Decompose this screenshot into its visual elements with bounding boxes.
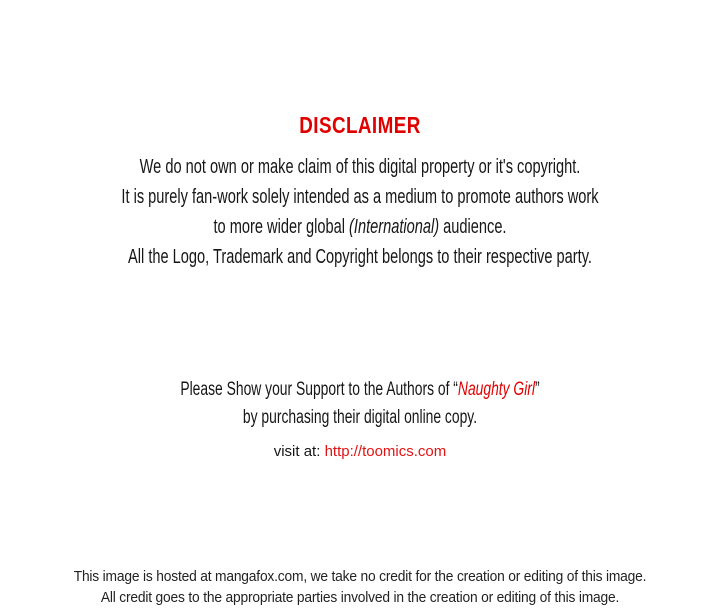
hosting-credit-line-1: This image is hosted at mangafox.com, we take no credit for the creation or editing of this image.: [73, 568, 647, 585]
toomics-link[interactable]: http://toomics.com: [324, 443, 447, 460]
support-line-1: [97, 376, 623, 404]
page-title: DISCLAIMER: [299, 112, 421, 138]
visit-line: [0, 442, 720, 462]
support-line-1-post: ”: [535, 379, 540, 400]
support-line-2: by purchasing their digital online copy.: [242, 407, 478, 428]
disclaimer-line-3-pre: to more wider global: [213, 216, 350, 238]
support-line-1-pre: Please Show your Support to the Authors of “: [180, 379, 458, 400]
series-title: Naughty Girl: [457, 379, 536, 400]
disclaimer-line-3: [97, 212, 623, 242]
hosting-credit-line-2: All credit goes to the appropriate parties involved in the creation or editing of this image.: [100, 589, 620, 606]
support-text: [97, 376, 623, 432]
disclaimer-text: [97, 152, 623, 272]
visit-label: visit at:: [273, 443, 325, 460]
disclaimer-line-1: We do not own or make claim of this digital property or it's copyright.: [139, 156, 581, 178]
hosting-credit-text: [29, 566, 691, 608]
disclaimer-line-2: It is purely fan-work solely intended as a medium to promote authors work: [121, 186, 599, 208]
disclaimer-line-4: All the Logo, Trademark and Copyright belongs to their respective party.: [128, 246, 592, 268]
disclaimer-line-3-post: audience.: [439, 216, 507, 238]
disclaimer-line-3-international: (International): [349, 216, 440, 238]
